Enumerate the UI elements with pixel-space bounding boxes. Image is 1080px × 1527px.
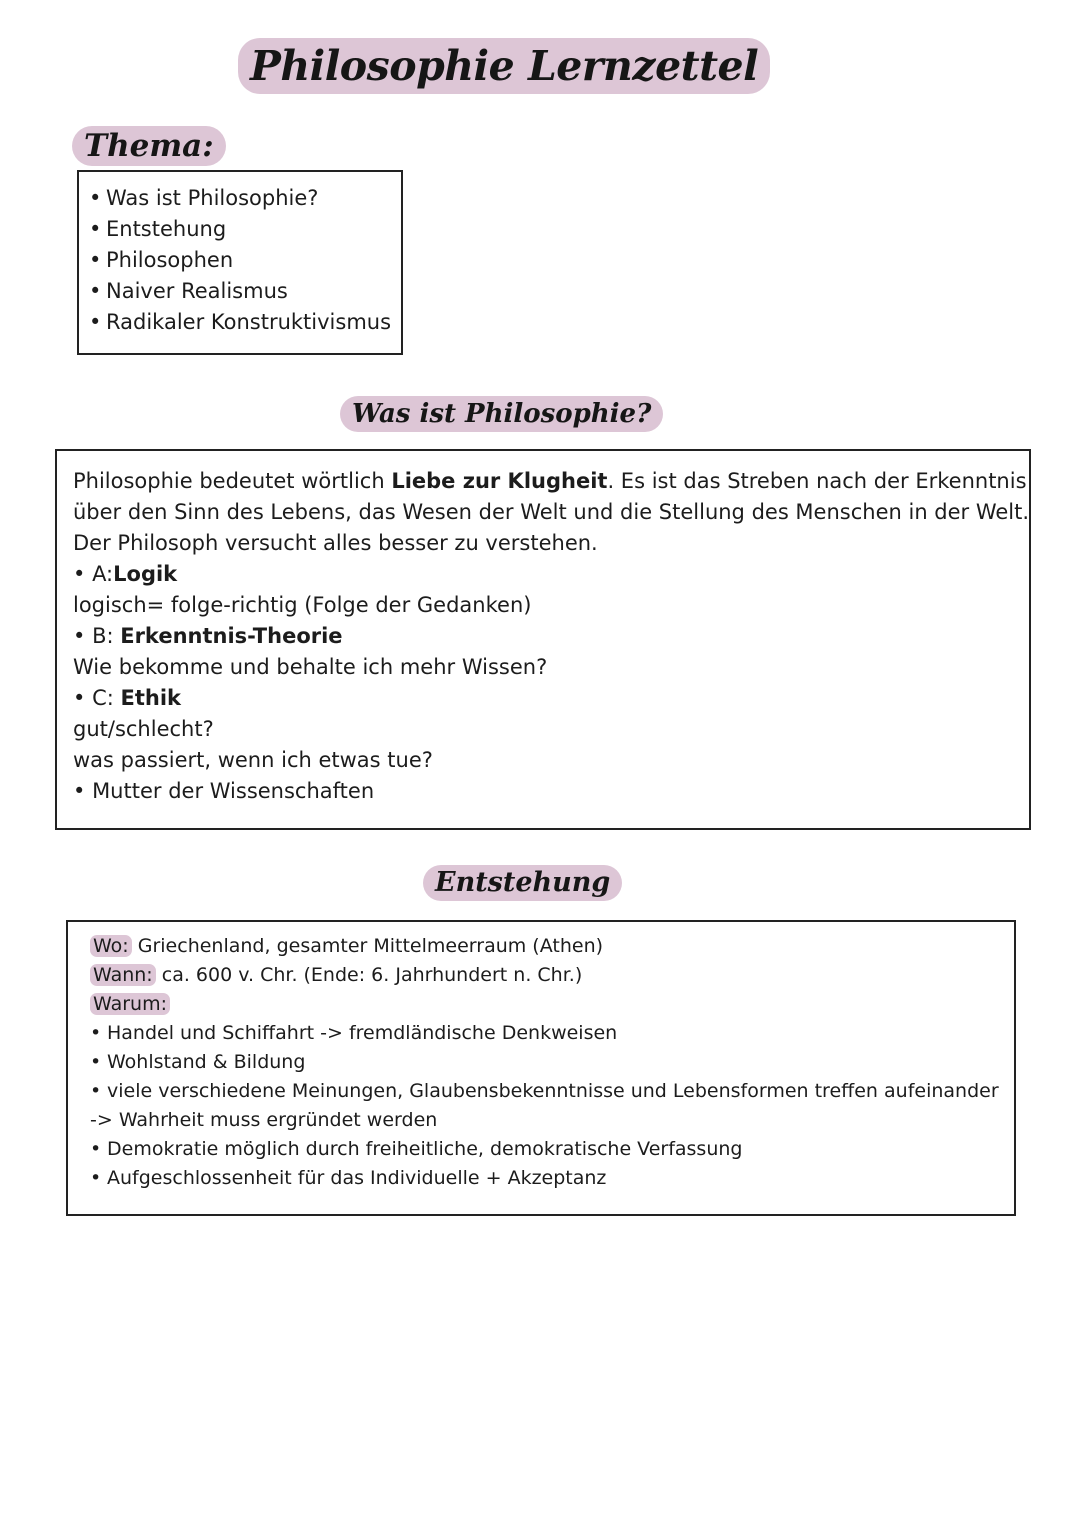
section-box-was-ist-philosophie [55, 449, 1031, 830]
warum-item: • Wohlstand & Bildung [90, 1048, 1004, 1077]
topic-item: • Entstehung [89, 214, 393, 245]
section-heading-was-ist-philosophie: Was ist Philosophie? [340, 396, 663, 432]
wann-row [90, 961, 1004, 990]
warum-item: • viele verschiedene Meinungen, Glaubensbekenntnisse und Lebensformen treffen aufeinander [90, 1077, 1004, 1106]
topic-item: • Was ist Philosophie? [89, 183, 393, 214]
bullet-logik-term: Logik [113, 562, 178, 586]
warum-list-b [90, 1135, 1004, 1193]
warum-item: • Handel und Schiffahrt -> fremdländische Denkweisen [90, 1019, 1004, 1048]
intro-line-2: über den Sinn des Lebens, das Wesen der Welt und die Stellung des Menschen in der Welt. [73, 500, 1030, 524]
wo-text: Griechenland, gesamter Mittelmeerraum (Athen) [131, 935, 604, 957]
bullet-ethik-term: Ethik [120, 686, 181, 710]
topic-item: • Naiver Realismus [89, 276, 393, 307]
warum-item: • Demokratie möglich durch freiheitliche, demokratische Verfassung [90, 1135, 1004, 1164]
wann-text: ca. 600 v. Chr. (Ende: 6. Jahrhundert n. Chr.) [155, 964, 583, 986]
bullet-mutter-text: Mutter der Wissenschaften [92, 779, 375, 803]
topics-list [89, 183, 393, 338]
section-heading-entstehung: Entstehung [423, 865, 622, 901]
erkenntnis-text: Wie bekomme und behalte ich mehr Wissen? [73, 655, 548, 679]
section-box-entstehung [66, 920, 1016, 1216]
thema-heading: Thema: [72, 126, 226, 166]
bullet-ethik: • C: Ethik [73, 686, 181, 710]
topic-item: • Philosophen [89, 245, 393, 276]
arrow-line: -> Wahrheit muss ergründet werden [90, 1109, 438, 1131]
wo-label: Wo: [90, 935, 132, 957]
ethik-text-2: was passiert, wenn ich etwas tue? [73, 748, 433, 772]
bullet-erkenntnis-term: Erkenntnis-Theorie [120, 624, 343, 648]
bullet-ethik-label: C: [92, 686, 121, 710]
intro-line-3: Der Philosoph versucht alles besser zu verstehen. [73, 531, 598, 555]
bullet-logik-label: A: [92, 562, 114, 586]
intro-text-end: . Es ist das Streben nach der Erkenntnis [607, 469, 1027, 493]
warum-item: • Aufgeschlossenheit für das Individuelle + Akzeptanz [90, 1164, 1004, 1193]
bullet-erkenntnis-label: B: [92, 624, 121, 648]
intro-line [73, 466, 1027, 497]
bullet-mutter: • Mutter der Wissenschaften [73, 779, 375, 803]
bullet-logik: • A:Logik [73, 562, 178, 586]
bullet-erkenntnis: • B: Erkenntnis-Theorie [73, 624, 343, 648]
logik-text: logisch= folge-richtig (Folge der Gedanken) [73, 593, 532, 617]
warum-label: Warum: [90, 993, 170, 1015]
topics-box [77, 170, 403, 355]
intro-bold-term: Liebe zur Klugheit [391, 469, 608, 493]
ethik-text-1: gut/schlecht? [73, 717, 214, 741]
intro-text-start: Philosophie bedeutet wörtlich [73, 469, 392, 493]
wann-label: Wann: [90, 964, 156, 986]
page-title: Philosophie Lernzettel [238, 38, 770, 94]
warum-row [90, 990, 1004, 1019]
warum-list-a [90, 1019, 1004, 1106]
topic-item: • Radikaler Konstruktivismus [89, 307, 393, 338]
wo-row [90, 932, 1004, 961]
